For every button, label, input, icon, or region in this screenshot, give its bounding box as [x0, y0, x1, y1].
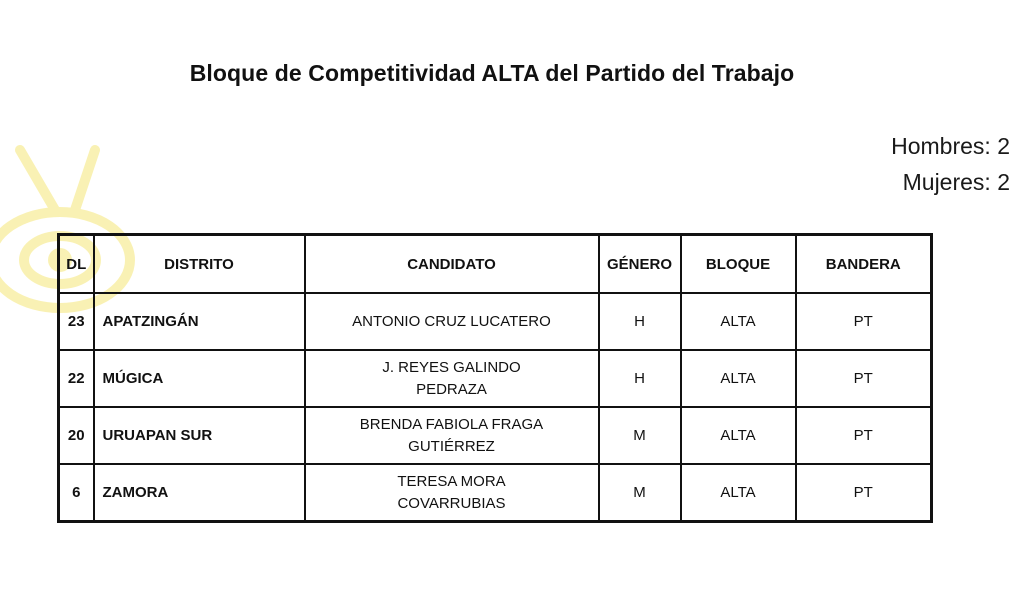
table-row: [59, 293, 932, 350]
cell-distrito: APATZINGÁN: [94, 293, 305, 350]
cell-bandera: PT: [796, 293, 932, 350]
cell-genero: H: [599, 350, 681, 407]
column-header-candidato: CANDIDATO: [305, 235, 599, 294]
table-header-row: [59, 235, 932, 294]
cell-candidato: TERESA MORA COVARRUBIAS: [305, 464, 599, 522]
cell-candidato: J. REYES GALINDO PEDRAZA: [305, 350, 599, 407]
cell-genero: H: [599, 293, 681, 350]
column-header-distrito: DISTRITO: [94, 235, 305, 294]
cell-dl: 20: [59, 407, 94, 464]
table-row: [59, 350, 932, 407]
cell-bloque: ALTA: [681, 407, 796, 464]
cell-dl: 6: [59, 464, 94, 522]
cell-dl: 23: [59, 293, 94, 350]
cell-distrito: ZAMORA: [94, 464, 305, 522]
column-header-dl: DL: [59, 235, 94, 294]
gender-counts: [891, 128, 1010, 200]
table-row: [59, 464, 932, 522]
column-header-genero: GÉNERO: [599, 235, 681, 294]
document-title: Bloque de Competitividad ALTA del Partido del Trabajo: [189, 60, 795, 86]
cell-genero: M: [599, 407, 681, 464]
men-count: Hombres: 2: [891, 133, 1010, 159]
cell-bandera: PT: [796, 350, 932, 407]
women-count: Mujeres: 2: [902, 169, 1010, 195]
column-header-bloque: BLOQUE: [681, 235, 796, 294]
candidates-table: [57, 233, 933, 523]
cell-bloque: ALTA: [681, 293, 796, 350]
cell-bloque: ALTA: [681, 464, 796, 522]
column-header-bandera: BANDERA: [796, 235, 932, 294]
cell-bloque: ALTA: [681, 350, 796, 407]
cell-distrito: URUAPAN SUR: [94, 407, 305, 464]
table-row: [59, 407, 932, 464]
cell-distrito: MÚGICA: [94, 350, 305, 407]
cell-bandera: PT: [796, 464, 932, 522]
cell-candidato: BRENDA FABIOLA FRAGA GUTIÉRREZ: [305, 407, 599, 464]
cell-candidato: ANTONIO CRUZ LUCATERO: [305, 293, 599, 350]
cell-dl: 22: [59, 350, 94, 407]
cell-bandera: PT: [796, 407, 932, 464]
cell-genero: M: [599, 464, 681, 522]
